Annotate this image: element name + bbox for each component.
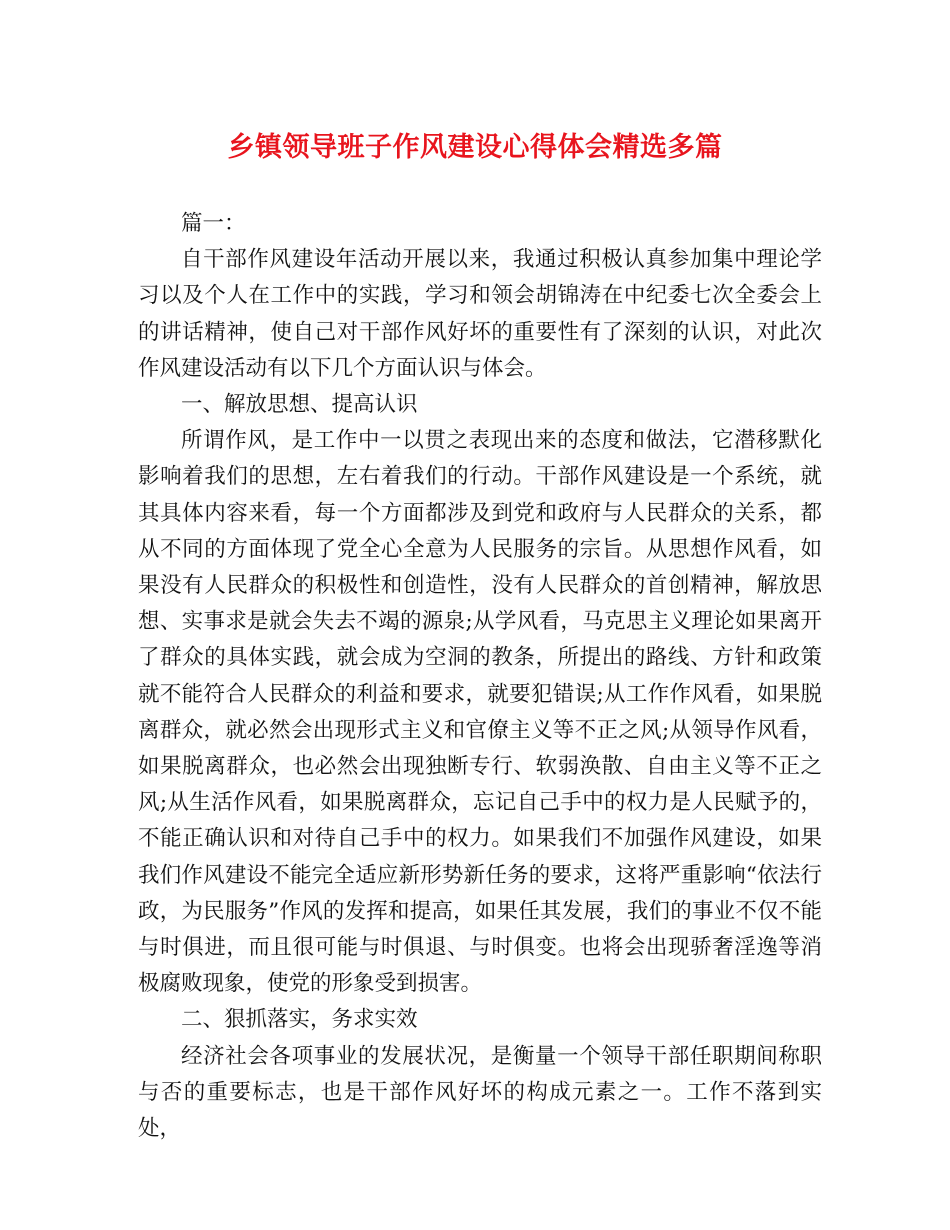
section-label: 篇一： [181,211,246,236]
heading-two: 二、狠抓落实，务求实效 [181,1007,418,1033]
document-title: 乡镇领导班子作风建设心得体会精选多篇 [227,132,723,163]
heading-one: 一、解放思想、提高认识 [181,392,418,418]
paragraph-two: 经济社会各项事业的发展状况，是衡量一个领导干部任职期间称职与否的重要标志，也是干部作风好坏的构成元素之一。工作不落到实处， [138,1043,822,1142]
document-body [138,206,822,1147]
paragraph-intro: 自干部作风建设年活动开展以来，我通过积极认真参加集中理论学习以及个人在工作中的实践，学习和领会胡锦涛在中纪委七次全委会上的讲话精神，使自己对干部作风好坏的重要性有了深刻的认识，对此次作风建设活动有以下几个方面认识与体会。 [138,247,822,381]
paragraph-one: 所谓作风，是工作中一以贯之表现出来的态度和做法，它潜移默化影响着我们的思想，左右着我们的行动。干部作风建设是一个系统，就其具体内容来看，每一个方面都涉及到党和政府与人民群众的关系，都从不同的方面体现了党全心全意为人民服务的宗旨。从思想作风看，如果没有人民群众的积极性和创造性，没有人民群众的首创精神，解放思想、实事求是就会失去不竭的源泉;从学风看，马克思主义理论如果离开了群众的具体实践，就会成为空洞的教条，所提出的路线、方针和政策就不能符合人民群众的利益和要求，就要犯错误;从工作作风看，如果脱离群众，就必然会出现形式主义和官僚主义等不正之风;从领导作风看，如果脱离群众，也必然会出现独断专行、软弱涣散、自由主义等不正之风;从生活作风看，如果脱离群众，忘记自己手中的权力是人民赋予的，不能正确认识和对待自己手中的权力。如果我们不加强作风建设，如果我们作风建设不能完全适应新形势新任务的要求，这将严重影响“依法行政，为民服务”作风的发挥和提高，如果任其发展，我们的事业不仅不能与时俱进，而且很可能与时俱退、与时俱变。也将会出现骄奢淫逸等消极腐败现象，使党的形象受到损害。 [138,428,822,997]
